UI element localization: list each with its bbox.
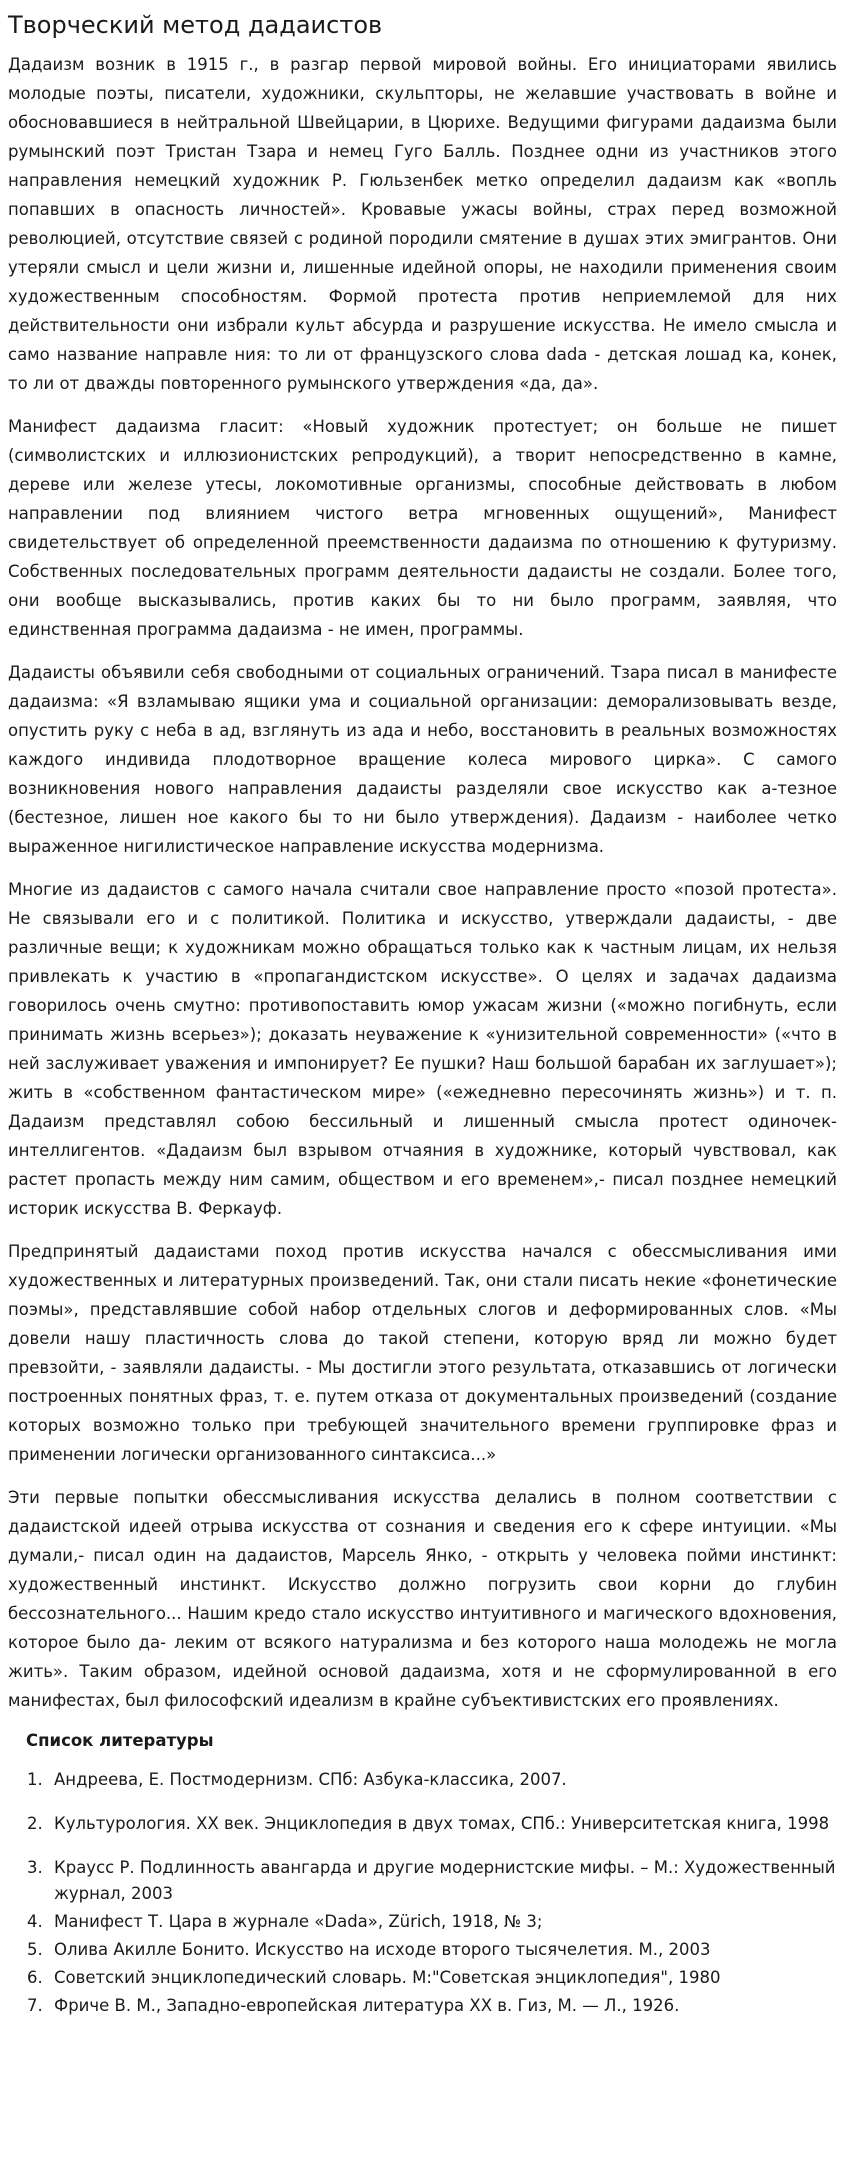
paragraph-5: Предпринятый дадаистами поход против искусства начался с обессмысливания ими художественных и литературных произведений. Так, они стали писать некие «фонетические поэмы», представлявшие собой набор отдельных слогов и деформированных слов. «Мы довели нашу пластичность слова до такой степени, которую вряд ли можно будет превзойти, - заявляли дадаисты. - Мы достигли этого результата, отказавшись от логически построенных понятных фраз, т. е. путем отказа от документальных произведений (создание которых возможно только при требующей значительного времени группировке фраз и применении логически организованного синтаксиса...» [8, 1242, 837, 1464]
reference-item: 6. Советский энциклопедический словарь. М:"Советская энциклопедия", 1980 [48, 1965, 837, 1991]
references-list [8, 1767, 837, 2019]
paragraph-4: Многие из дадаистов с самого начала считали свое направление просто «позой протеста». Не связывали его и с политикой. Политика и искусство, утверждали дадаисты, - две различные вещи; к художникам можно обращаться только как к частным лицам, их нельзя привлекать к участию в «пропагандистском искусстве». О целях и задачах дадаизма говорилось очень смутно: противопоставить юмор ужасам жизни («можно погибнуть, если принимать жизнь всерьез»); доказать неуважение к «унизительной современности» («что в ней заслуживает уважения и импонирует? Ее пушки? Наш большой барабан их заглушает»); жить в «собственном фантастическом мире» («ежедневно пересочинять жизнь») и т. п. Дадаизм представлял собою бессильный и лишенный смысла протест одиночек-интеллигентов. «Дадаизм был взрывом отчаяния в художнике, который чувствовал, как растет пропасть между ним самим, обществом и его временем»,- писал позднее немецкий историк искусства В. Феркауф. [8, 880, 837, 1218]
reference-item: 5. Олива Акилле Бонито. Искусство на исходе второго тысячелетия. М., 2003 [48, 1937, 837, 1963]
paragraph-1: Дадаизм возник в 1915 г., в разгар первой мировой войны. Его инициаторами явились молодые поэты, писатели, художники, скульпторы, не желавшие участвовать в войне и обосновавшиеся в нейтральной Швейцарии, в Цюрихе. Ведущими фигурами дадаизма были румынский поэт Тристан Тзара и немец Гуго Балль. Позднее одни из участников этого направления немецкий художник Р. Гюльзенбек метко определил дадаизм как «вопль попавших в опасность личностей». Кровавые ужасы войны, страх перед возможной революцией, отсутствие связей с родиной породили смятение в душах этих эмигрантов. Они утеряли смысл и цели жизни и, лишенные идейной опоры, не находили применения своим художественным способностям. Формой протеста против неприемлемой для них действительности они избрали культ абсурда и разрушение искусства. Не имело смысла и само название направле ния: то ли от французского слова dada - детская лошад ка, конек, то ли от дважды повторенного румынского утверждения «да, да». [8, 55, 837, 393]
reference-item: 4. Манифест Т. Цара в журнале «Dada», Zürich, 1918, № 3; [48, 1909, 837, 1935]
references-title: Список литературы [26, 1731, 214, 1750]
reference-item: 3. Краусс Р. Подлинность авангарда и другие модернистские мифы. – М.: Художественный журнал, 2003 [48, 1855, 837, 1907]
paragraph-2: Манифест дадаизма гласит: «Новый художник протестует; он больше не пишет (символистских и иллюзионистских репродукций), а творит непосредственно в камне, дереве или железе утесы, локомотивные организмы, способные действовать в любом направлении под влиянием чистого ветра мгновенных ощущений», Манифест свидетельствует об определенной преемственности дадаизма по отношению к футуризму. Собственных последовательных программ деятельности дадаисты не создали. Более того, они вообще высказывались, против каких бы то ни было программ, заявляя, что единственная программа дадаизма - не имен, программы. [8, 417, 837, 639]
paragraph-3: Дадаисты объявили себя свободными от социальных ограничений. Тзара писал в манифесте дадаизма: «Я взламываю ящики ума и социальной организации: деморализовывать везде, опустить руку с неба в ад, взглянуть из ада и небо, восстановить в реальных возможностях каждого индивида плодотворное вращение колеса мирового цирка». С самого возникновения нового направления дадаисты разделяли свое искусство как а-тезное (бестезное, лишен ное какого бы то ни было утверждения). Дадаизм - наиболее четко выраженное нигилистическое направление искусства модернизма. [8, 663, 837, 856]
reference-item: 1. Андреева, Е. Постмодернизм. СПб: Азбука-классика, 2007. [48, 1767, 837, 1793]
page-title: Творческий метод дадаистов [8, 11, 383, 39]
reference-item: 2. Культурология. XX век. Энциклопедия в двух томах, СПб.: Университетская книга, 1998 [48, 1811, 837, 1837]
paragraph-6: Эти первые попытки обессмысливания искусства делались в полном соответствии с дадаистской идеей отрыва искусства от сознания и сведения его к сфере интуиции. «Мы думали,- писал один на дадаистов, Марсель Янко, - открыть у человека пойми инстинкт: художественный инстинкт. Искусство должно погрузить свои корни до глубин бессознательного... Нашим кредо стало искусство интуитивного и магического вдохновения, которое было да- леким от всякого натурализма и без которого наша молодежь не могла жить». Таким образом, идейной основой дадаизма, хотя и не сформулированной в его манифестах, был философский идеализм в крайне субъективистских его проявлениях. [8, 1488, 837, 1710]
reference-item: 7. Фриче В. М., Западно-европейская литература XX в. Гиз, М. — Л., 1926. [48, 1993, 837, 2019]
